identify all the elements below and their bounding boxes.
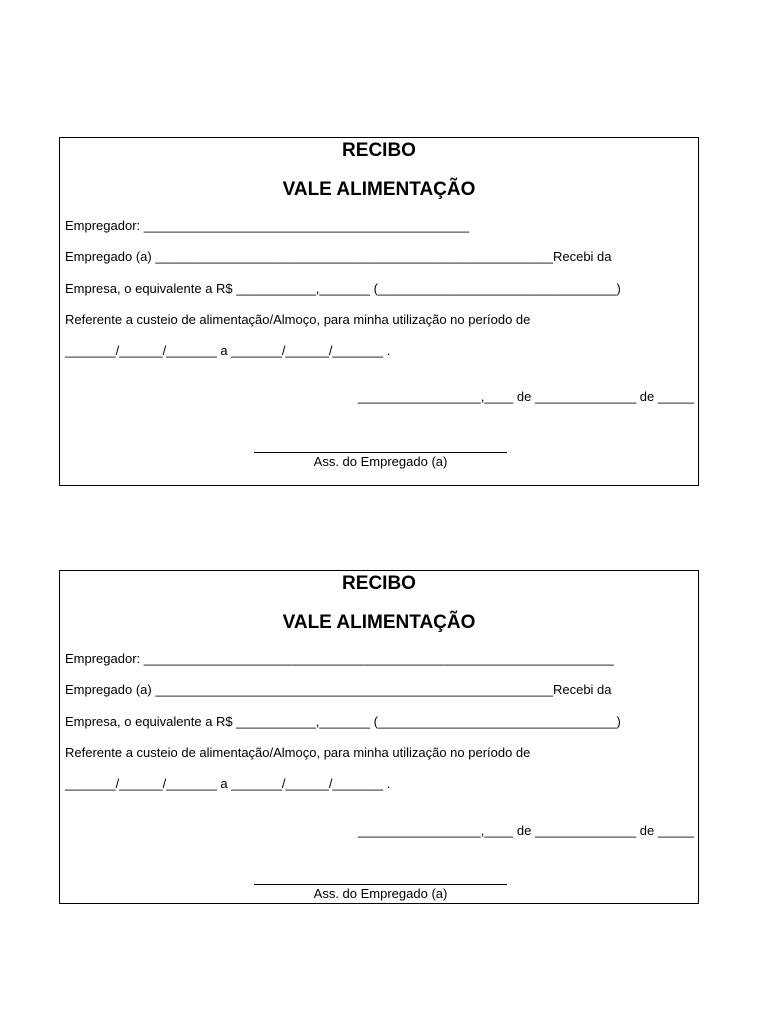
employee-field[interactable]: Empregado (a) _______________________________________________________Recebi da — [65, 682, 612, 697]
employee-field[interactable]: Empregado (a) _______________________________________________________Recebi da — [65, 249, 612, 264]
receipt-title: RECIBO — [342, 573, 416, 594]
amount-field[interactable]: Empresa, o equivalente a R$ ___________,_______ (_________________________________) — [65, 714, 621, 729]
receipt-form-1 — [59, 137, 699, 486]
place-date-field[interactable]: _________________,____ de ______________ de _____ — [357, 389, 694, 404]
period-field[interactable]: _______/______/_______ a _______/______/_______ . — [65, 343, 391, 358]
signature-line[interactable] — [254, 452, 507, 453]
signature-label: Ass. do Empregado (a) — [313, 886, 448, 901]
employer-field[interactable]: Empregador: _________________________________________________________________ — [65, 651, 614, 666]
receipt-subtitle: VALE ALIMENTAÇÃO — [282, 179, 476, 200]
receipt-subtitle: VALE ALIMENTAÇÃO — [282, 612, 476, 633]
receipt-form-2 — [59, 570, 699, 904]
purpose-text: Referente a custeio de alimentação/Almoço, para minha utilização no período de — [65, 312, 531, 327]
signature-label: Ass. do Empregado (a) — [313, 454, 448, 469]
amount-field[interactable]: Empresa, o equivalente a R$ ___________,_______ (_________________________________) — [65, 281, 621, 296]
receipt-title: RECIBO — [342, 140, 416, 161]
signature-line[interactable] — [254, 884, 507, 885]
period-field[interactable]: _______/______/_______ a _______/______/_______ . — [65, 776, 391, 791]
employer-field[interactable]: Empregador: _____________________________________________ — [65, 218, 470, 233]
purpose-text: Referente a custeio de alimentação/Almoço, para minha utilização no período de — [65, 745, 531, 760]
place-date-field[interactable]: _________________,____ de ______________ de _____ — [357, 823, 694, 838]
